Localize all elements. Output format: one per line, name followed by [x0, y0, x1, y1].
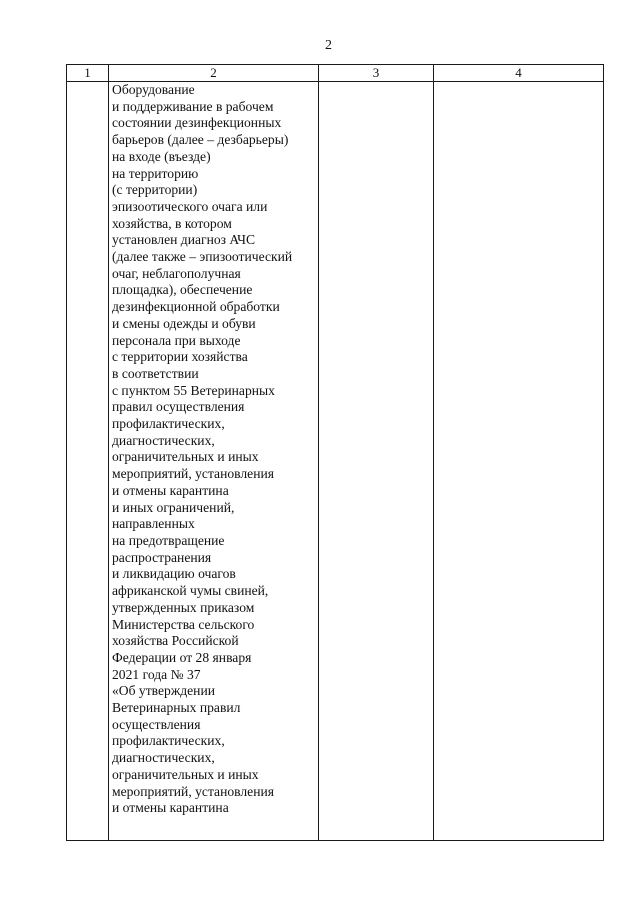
description-line: установлен диагноз АЧС: [112, 232, 256, 248]
measure-description-text: [109, 82, 318, 817]
description-line: и отмены карантина: [112, 800, 229, 816]
description-line: распространения: [112, 549, 212, 565]
cell-column-3: [319, 82, 434, 841]
description-line: хозяйства, в котором: [112, 215, 232, 231]
description-line: профилактических,: [112, 416, 225, 432]
description-line: Министерства сельского: [112, 616, 255, 632]
column-header-3: 3: [319, 65, 434, 82]
table-header-row: [67, 65, 604, 82]
column-header-4: 4: [434, 65, 604, 82]
description-line: Ветеринарных правил: [112, 700, 241, 716]
description-line: ограничительных и иных: [112, 449, 259, 465]
description-line: Оборудование: [112, 82, 195, 97]
description-line: на территорию: [112, 165, 199, 181]
description-line: эпизоотического очага или: [112, 198, 268, 214]
description-line: в соответствии: [112, 365, 199, 381]
cell-column-4: [434, 82, 604, 841]
description-line: с пунктом 55 Ветеринарных: [112, 382, 275, 398]
description-line: Федерации от 28 января: [112, 649, 252, 665]
description-line: (с территории): [112, 182, 198, 198]
description-line: мероприятий, установления: [112, 466, 275, 482]
description-line: диагностических,: [112, 750, 215, 766]
description-line: осуществления: [112, 716, 201, 732]
page-number: 2: [325, 38, 332, 53]
cell-measure-description: [109, 82, 319, 841]
description-line: и смены одежды и обуви: [112, 315, 256, 331]
description-line: ограничительных и иных: [112, 766, 259, 782]
column-header-1: 1: [67, 65, 109, 82]
description-line: правил осуществления: [112, 399, 245, 415]
description-line: хозяйства Российской: [112, 633, 239, 649]
description-line: очаг, неблагополучная: [112, 265, 241, 281]
description-line: «Об утверждении: [112, 683, 216, 699]
description-line: направленных: [112, 516, 195, 532]
description-line: диагностических,: [112, 432, 215, 448]
description-line: профилактических,: [112, 733, 225, 749]
description-line: на входе (въезде): [112, 148, 211, 164]
description-line: и отмены карантина: [112, 482, 229, 498]
description-line: мероприятий, установления: [112, 783, 275, 799]
measures-table: [66, 64, 604, 841]
description-line: 2021 года № 37: [112, 666, 201, 682]
description-line: персонала при выходе: [112, 332, 241, 348]
table-row: [67, 82, 604, 841]
description-line: (далее также – эпизоотический: [112, 249, 293, 265]
description-line: с территории хозяйства: [112, 349, 248, 365]
description-line: и иных ограничений,: [112, 499, 235, 515]
description-line: барьеров (далее – дезбарьеры): [112, 132, 289, 148]
description-line: дезинфекционной обработки: [112, 299, 280, 315]
description-line: и поддерживание в рабочем: [112, 98, 274, 114]
description-line: состоянии дезинфекционных: [112, 115, 282, 131]
description-line: и ликвидацию очагов: [112, 566, 236, 582]
column-header-2: 2: [109, 65, 319, 82]
description-line: утвержденных приказом: [112, 599, 255, 615]
description-line: африканской чумы свиней,: [112, 583, 269, 599]
description-line: на предотвращение: [112, 532, 225, 548]
description-line: площадка), обеспечение: [112, 282, 253, 298]
cell-number: [67, 82, 109, 841]
